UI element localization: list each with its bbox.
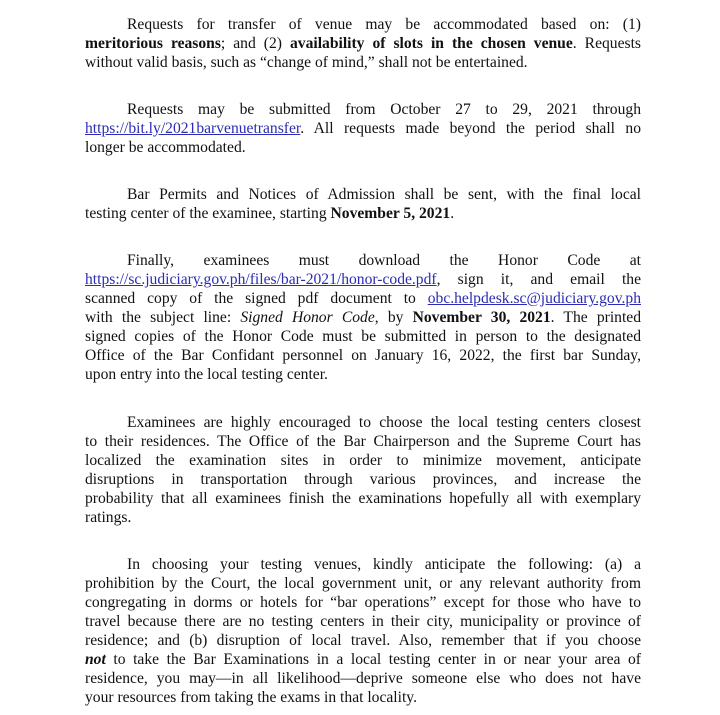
text-line bbox=[85, 650, 641, 669]
text-line bbox=[85, 34, 641, 53]
bold-italic-not: not bbox=[85, 651, 106, 668]
text: . All requests made beyond the period shall no bbox=[300, 120, 641, 137]
text-line: to their residences. The Office of the Bar Chairperson and the Supreme Court has bbox=[85, 433, 641, 450]
text: with the subject line: bbox=[85, 309, 241, 326]
text: , by bbox=[374, 309, 413, 326]
text: . The printed bbox=[550, 309, 642, 326]
text-line: Office of the Bar Confidant personnel on January 16, 2022, the first bar Sunday, bbox=[85, 347, 641, 364]
text: , sign it, and email the bbox=[436, 271, 641, 288]
text-line: residence, you may—in all likelihood—deprive someone else who does not have bbox=[85, 670, 641, 687]
text-line: your resources from taking the exams in that locality. bbox=[85, 689, 417, 706]
paragraph-bar-permits bbox=[85, 185, 641, 223]
text: . bbox=[450, 205, 455, 222]
text-line: ratings. bbox=[85, 509, 132, 526]
text-line bbox=[85, 270, 641, 289]
text-line: prohibition by the Court, the local government unit, or any relevant authority from bbox=[85, 575, 641, 592]
bold-permit-date: November 5, 2021 bbox=[330, 205, 451, 222]
text: . Requests bbox=[572, 35, 641, 52]
text-line: upon entry into the local testing center. bbox=[85, 366, 328, 383]
text-line: congregating in dorms or hotels for “bar operations” except for those who have to bbox=[85, 594, 641, 611]
text-line: Requests may be submitted from October 27 to 29, 2021 through bbox=[127, 101, 641, 118]
text: ; and (2) bbox=[220, 35, 290, 52]
text-line: signed copies of the Honor Code must be submitted in person to the designated bbox=[85, 328, 641, 345]
honor-code-link[interactable]: https://sc.judiciary.gov.ph/files/bar-2021/honor-code.pdf bbox=[85, 271, 437, 288]
text-line bbox=[85, 308, 641, 327]
paragraph-encourage-local bbox=[85, 413, 641, 527]
bold-meritorious-reasons: meritorious reasons bbox=[85, 35, 221, 52]
text-line: without valid basis, such as “change of mind,” shall not be entertained. bbox=[85, 54, 528, 71]
paragraph-submission-period bbox=[85, 100, 641, 157]
text-line: disruptions in transportation through various provinces, and increase the bbox=[85, 471, 641, 488]
bold-deadline: November 30, 2021 bbox=[412, 309, 551, 326]
text-line: Bar Permits and Notices of Admission shall be sent, with the final local bbox=[127, 186, 641, 203]
text-line: residence; and (b) disruption of local travel. Also, remember that if you choose bbox=[85, 632, 641, 649]
text: to take the Bar Examinations in a local testing center in or near your area of bbox=[105, 651, 641, 668]
paragraph-transfer-basis bbox=[85, 15, 641, 72]
helpdesk-email-link[interactable]: obc.helpdesk.sc@judiciary.gov.ph bbox=[427, 290, 641, 307]
text-line: Finally, examinees must download the Honor Code at bbox=[127, 252, 641, 269]
text-line: probability that all examinees finish the examinations hopefully all with exemplary bbox=[85, 490, 641, 507]
text-line: Requests for transfer of venue may be accommodated based on: (1) bbox=[127, 16, 641, 33]
text-line bbox=[85, 289, 641, 308]
paragraph-honor-code bbox=[85, 251, 641, 384]
text-line: Examinees are highly encouraged to choose the local testing centers closest bbox=[127, 414, 641, 431]
text-line: longer be accommodated. bbox=[85, 139, 246, 156]
bold-availability: availability of slots in the chosen venue bbox=[289, 35, 573, 52]
text-line bbox=[85, 204, 641, 223]
text-line: In choosing your testing venues, kindly anticipate the following: (a) a bbox=[127, 556, 641, 573]
venue-transfer-link[interactable]: https://bit.ly/2021barvenuetransfer bbox=[85, 120, 301, 137]
paragraph-anticipate bbox=[85, 555, 641, 707]
text-line: localized the examination sites in order to minimize movement, anticipate bbox=[85, 452, 641, 469]
italic-subject-line: Signed Honor Code bbox=[240, 309, 375, 326]
text-line: travel because there are no testing centers in their city, municipality or province of bbox=[85, 613, 641, 630]
text-line bbox=[85, 119, 641, 138]
text: testing center of the examinee, starting bbox=[85, 205, 331, 222]
text: scanned copy of the signed pdf document to bbox=[85, 290, 428, 307]
